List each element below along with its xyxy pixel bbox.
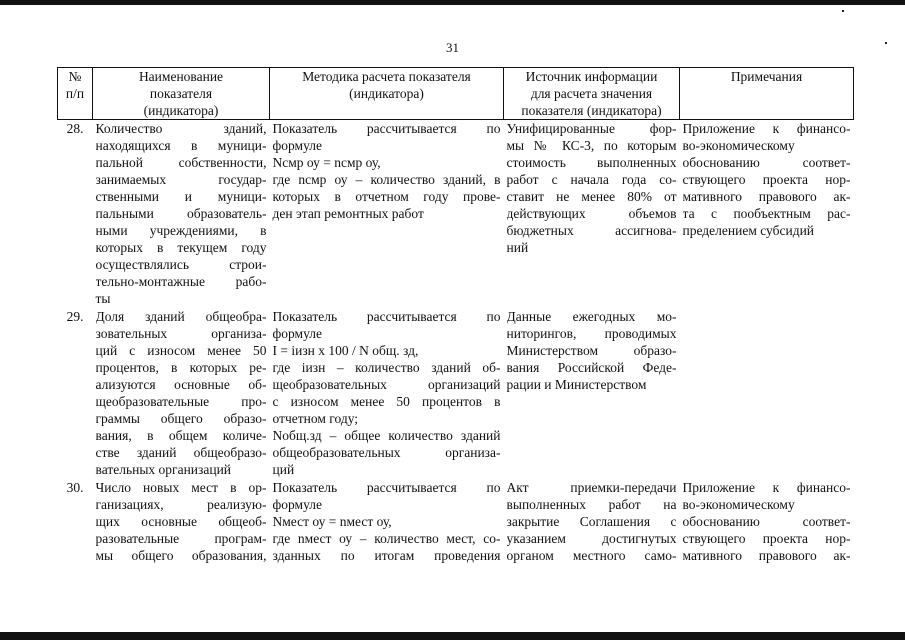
top-border-bar (0, 0, 905, 5)
table-row (58, 307, 854, 478)
bottom-border-bar (0, 632, 905, 640)
note-cell (680, 307, 854, 478)
indicator-name-cell: Число новых мест в ор- ганизациях, реализую- щих основные общеоб- разовательные програм- мы общего образования, (95, 480, 267, 563)
method-cell: Показатель рассчитывается по формуле Nмест оу = nмест оу, где nмест оу – количество мест, со- зданных по итогам проведения (272, 480, 501, 563)
source-cell: Акт приемки-передачи выполненных работ на закрытие Соглашения с указанием достигнутых органом местного само- (506, 480, 677, 563)
header-indicator-name: Наименование показателя (индикатора) (93, 68, 270, 120)
source-cell: Унифицированные фор- мы № КС-3, по которым стоимость выполненных работ с начала года со- ставит не менее 80% от действующих объемов бюджетных ассигнова- ний (506, 121, 677, 255)
page-number: 31 (446, 40, 459, 55)
method-cell: Показатель рассчитывается по формуле Nсмр оу = nсмр оу, где nсмр оу – количество зданий, в которых в отчетном году прове- ден этап ремонтных работ (272, 121, 501, 221)
table-header-row (58, 68, 854, 120)
indicator-name-cell: Доля зданий общеобра- зовательных организа- ций с износом менее 50 процентов, в которых ре- ализуются основные об- щеобразовательные про- граммы общего образо- вания, в общем количе- стве зданий общеобразо- вательных организаций (95, 309, 267, 477)
header-number: № п/п (58, 68, 93, 120)
table-row (58, 478, 854, 564)
header-source: Источник информации для расчета значения показателя (индикатора) (504, 68, 680, 120)
scan-speck (842, 10, 844, 12)
row-number: 28. (66, 121, 84, 136)
row-number: 30. (66, 480, 84, 495)
note-cell: Приложение к финансо- во-экономическому обоснованию соответ- ствующего проекта нор- мативного правового ак- (682, 480, 851, 563)
source-cell: Данные ежегодных мо- ниторингов, проводимых Министерством образо- вания Российской Феде- рации и Министерством (506, 309, 677, 392)
indicator-table (57, 67, 854, 564)
table-row (58, 120, 854, 308)
row-number: 29. (66, 309, 84, 324)
header-notes: Примечания (680, 68, 854, 120)
header-method: Методика расчета показателя (индикатора) (270, 68, 504, 120)
method-cell: Показатель рассчитывается по формуле I = iизн x 100 / N общ. зд, где iизн – количество зданий об- щеобразовательных организаций с износом менее 50 процентов в отчетном году; Nобщ.зд – общее количество зданий общеобразовательных организа- ций (272, 309, 501, 477)
note-cell: Приложение к финансо- во-экономическому обоснованию соответ- ствующего проекта нор- мативного правового ак- та с пообъектным рас- пределением субсидий (682, 121, 851, 238)
indicator-name-cell: Количество зданий, находящихся в муници- пальной собственности, занимаемых государ- ственными и муници- пальными образователь- ными учреждениями, в которых в текущем году осуществлялись строи- тельно-монтажные рабо- ты (95, 121, 267, 306)
